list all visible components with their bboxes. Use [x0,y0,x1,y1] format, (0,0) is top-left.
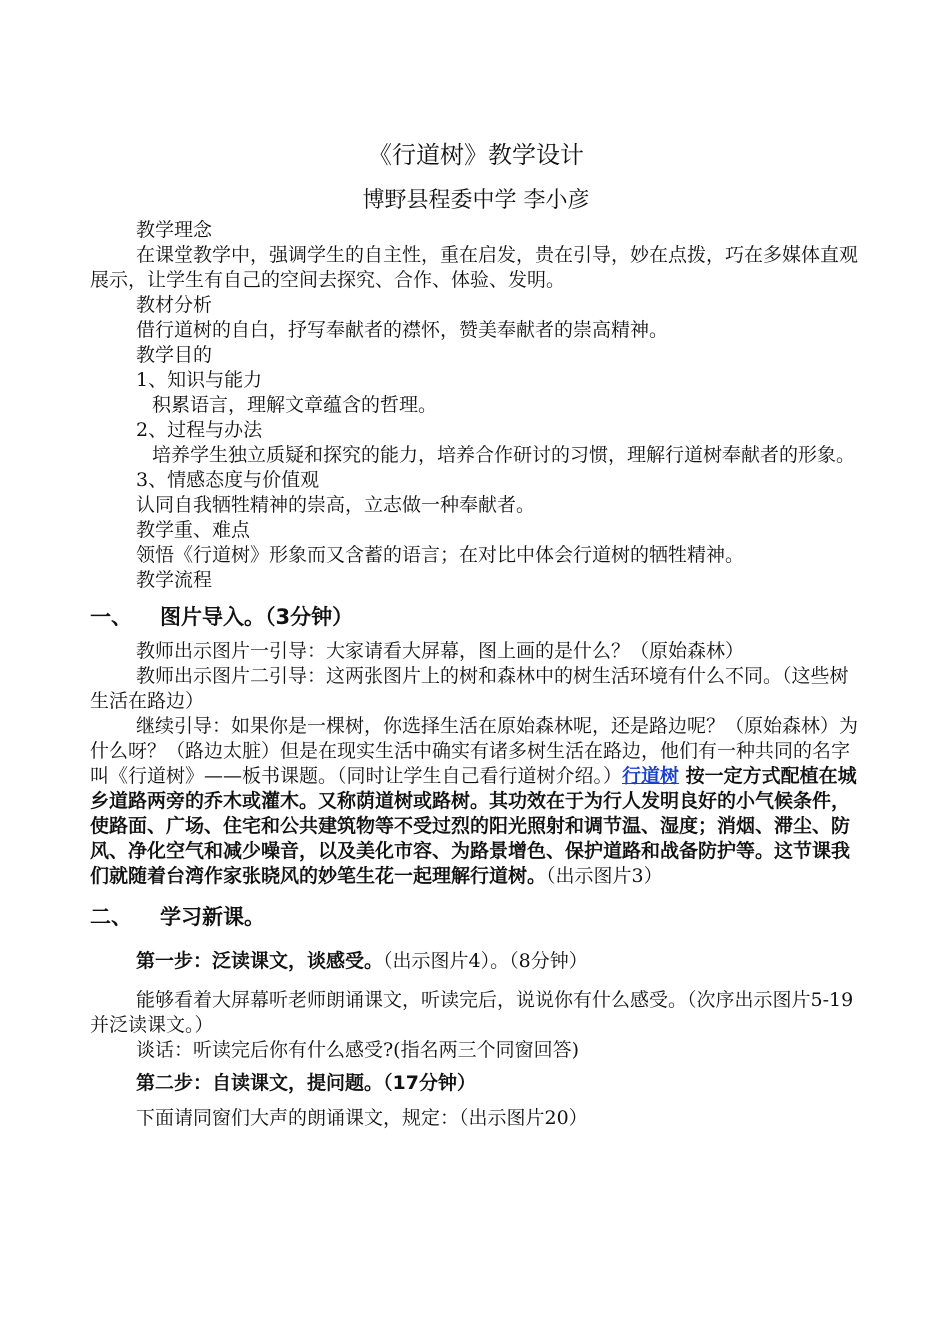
heading-teaching-concept: 教学理念 [136,219,213,241]
section-title: 学习新课。 [160,905,265,929]
goal-1-heading: 1、知识与能力 [136,369,263,391]
step-1-note: （出示图片4）。（8分钟） [383,950,588,972]
section-heading-1 [90,603,862,631]
paragraph-step-2-a: 下面请同窗们大声的朗诵课文，规定：（出示图片20） [136,1107,588,1129]
step-2-heading [90,1071,862,1096]
page-title: 《行道树》教学设计 [368,141,584,169]
paragraph-key-points: 领悟《行道树》形象而又含蓄的语言；在对比中体会行道树的牺牲精神。 [136,544,745,566]
heading-teaching-process: 教学流程 [136,569,213,591]
paragraph-step-1-a: 能够看着大屏幕听老师朗诵课文，听读完后，说说你有什么感受。（次序出示图片5-19并泛读课文。） [90,989,854,1036]
intro-c-tail: （出示图片3） [546,865,663,887]
goal-3-body: 认同自我牺牲精神的崇高，立志做一种奉献者。 [136,494,536,516]
goal-2-heading: 2、过程与办法 [136,419,263,441]
intro-c-definition: 按一定方式配植在城乡道路两旁的乔木或灌木。又称荫道树或路树。其功效在于为行人发明良好的小气候条件，使路面、广场、住宅和公共建筑物等不受过烈的阳光照射和调节温、湿度；消烟、滞尘、防风、净化空气和减少噪音，以及美化市容、为路景增色、保护道路和战备防护等。这节课我们就随着台湾作家张晓风的妙笔生花一起理解行道树。 [90,765,857,887]
step-2-title: 第二步：自读课文，提问题。（17分钟） [136,1072,476,1094]
section-heading-2 [90,903,862,931]
goal-3-heading: 3、情感态度与价值观 [136,469,320,491]
heading-material-analysis: 教材分析 [136,294,213,316]
intro-c-text: 继续引导：如果你是一棵树，你选择生活在原始森林呢，还是路边呢？（原始森林）为什么呀？（路边太脏）但是在现实生活中确实有诸多树生活在路边，他们有一种共同的名字叫《行道树》——板书课题。（同时让学生自己看行道树介绍。） [90,715,859,787]
paragraph-intro-b: 教师出示图片二引导：这两张图片上的树和森林中的树生活环境有什么不同。（这些树生活在路边） [90,665,849,712]
section-number: 一、 [90,605,132,629]
goal-1-body: 积累语言，理解文章蕴含的哲理。 [152,394,438,416]
xingdaoshu-link[interactable]: 行道树 [622,765,680,787]
paragraph-teaching-concept: 在课堂教学中，强调学生的自主性，重在启发，贵在引导，妙在点拨，巧在多媒体直观展示，让学生有自己的空间去探究、合作、体验、发明。 [90,244,859,291]
author-line: 博野县程委中学 李小彦 [362,188,590,213]
heading-teaching-goals: 教学目的 [136,344,213,366]
goal-2-body: 培养学生独立质疑和探究的能力，培养合作研讨的习惯，理解行道树奉献者的形象。 [152,444,856,466]
section-title: 图片导入。（3分钟） [160,605,354,629]
heading-key-points: 教学重、难点 [136,519,251,541]
paragraph-intro-a: 教师出示图片一引导：大家请看大屏幕，图上画的是什么？（原始森林） [136,640,745,662]
section-number: 二、 [90,905,132,929]
paragraph-material-analysis: 借行道树的自白，抒写奉献者的襟怀，赞美奉献者的崇高精神。 [136,319,669,341]
paragraph-intro-c [90,714,862,889]
step-1-title: 第一步：泛读课文，谈感受。 [136,950,384,972]
step-1-heading [90,949,862,974]
paragraph-step-1-b: 谈话：听读完后你有什么感受?(指名两三个同窗回答) [136,1039,580,1061]
